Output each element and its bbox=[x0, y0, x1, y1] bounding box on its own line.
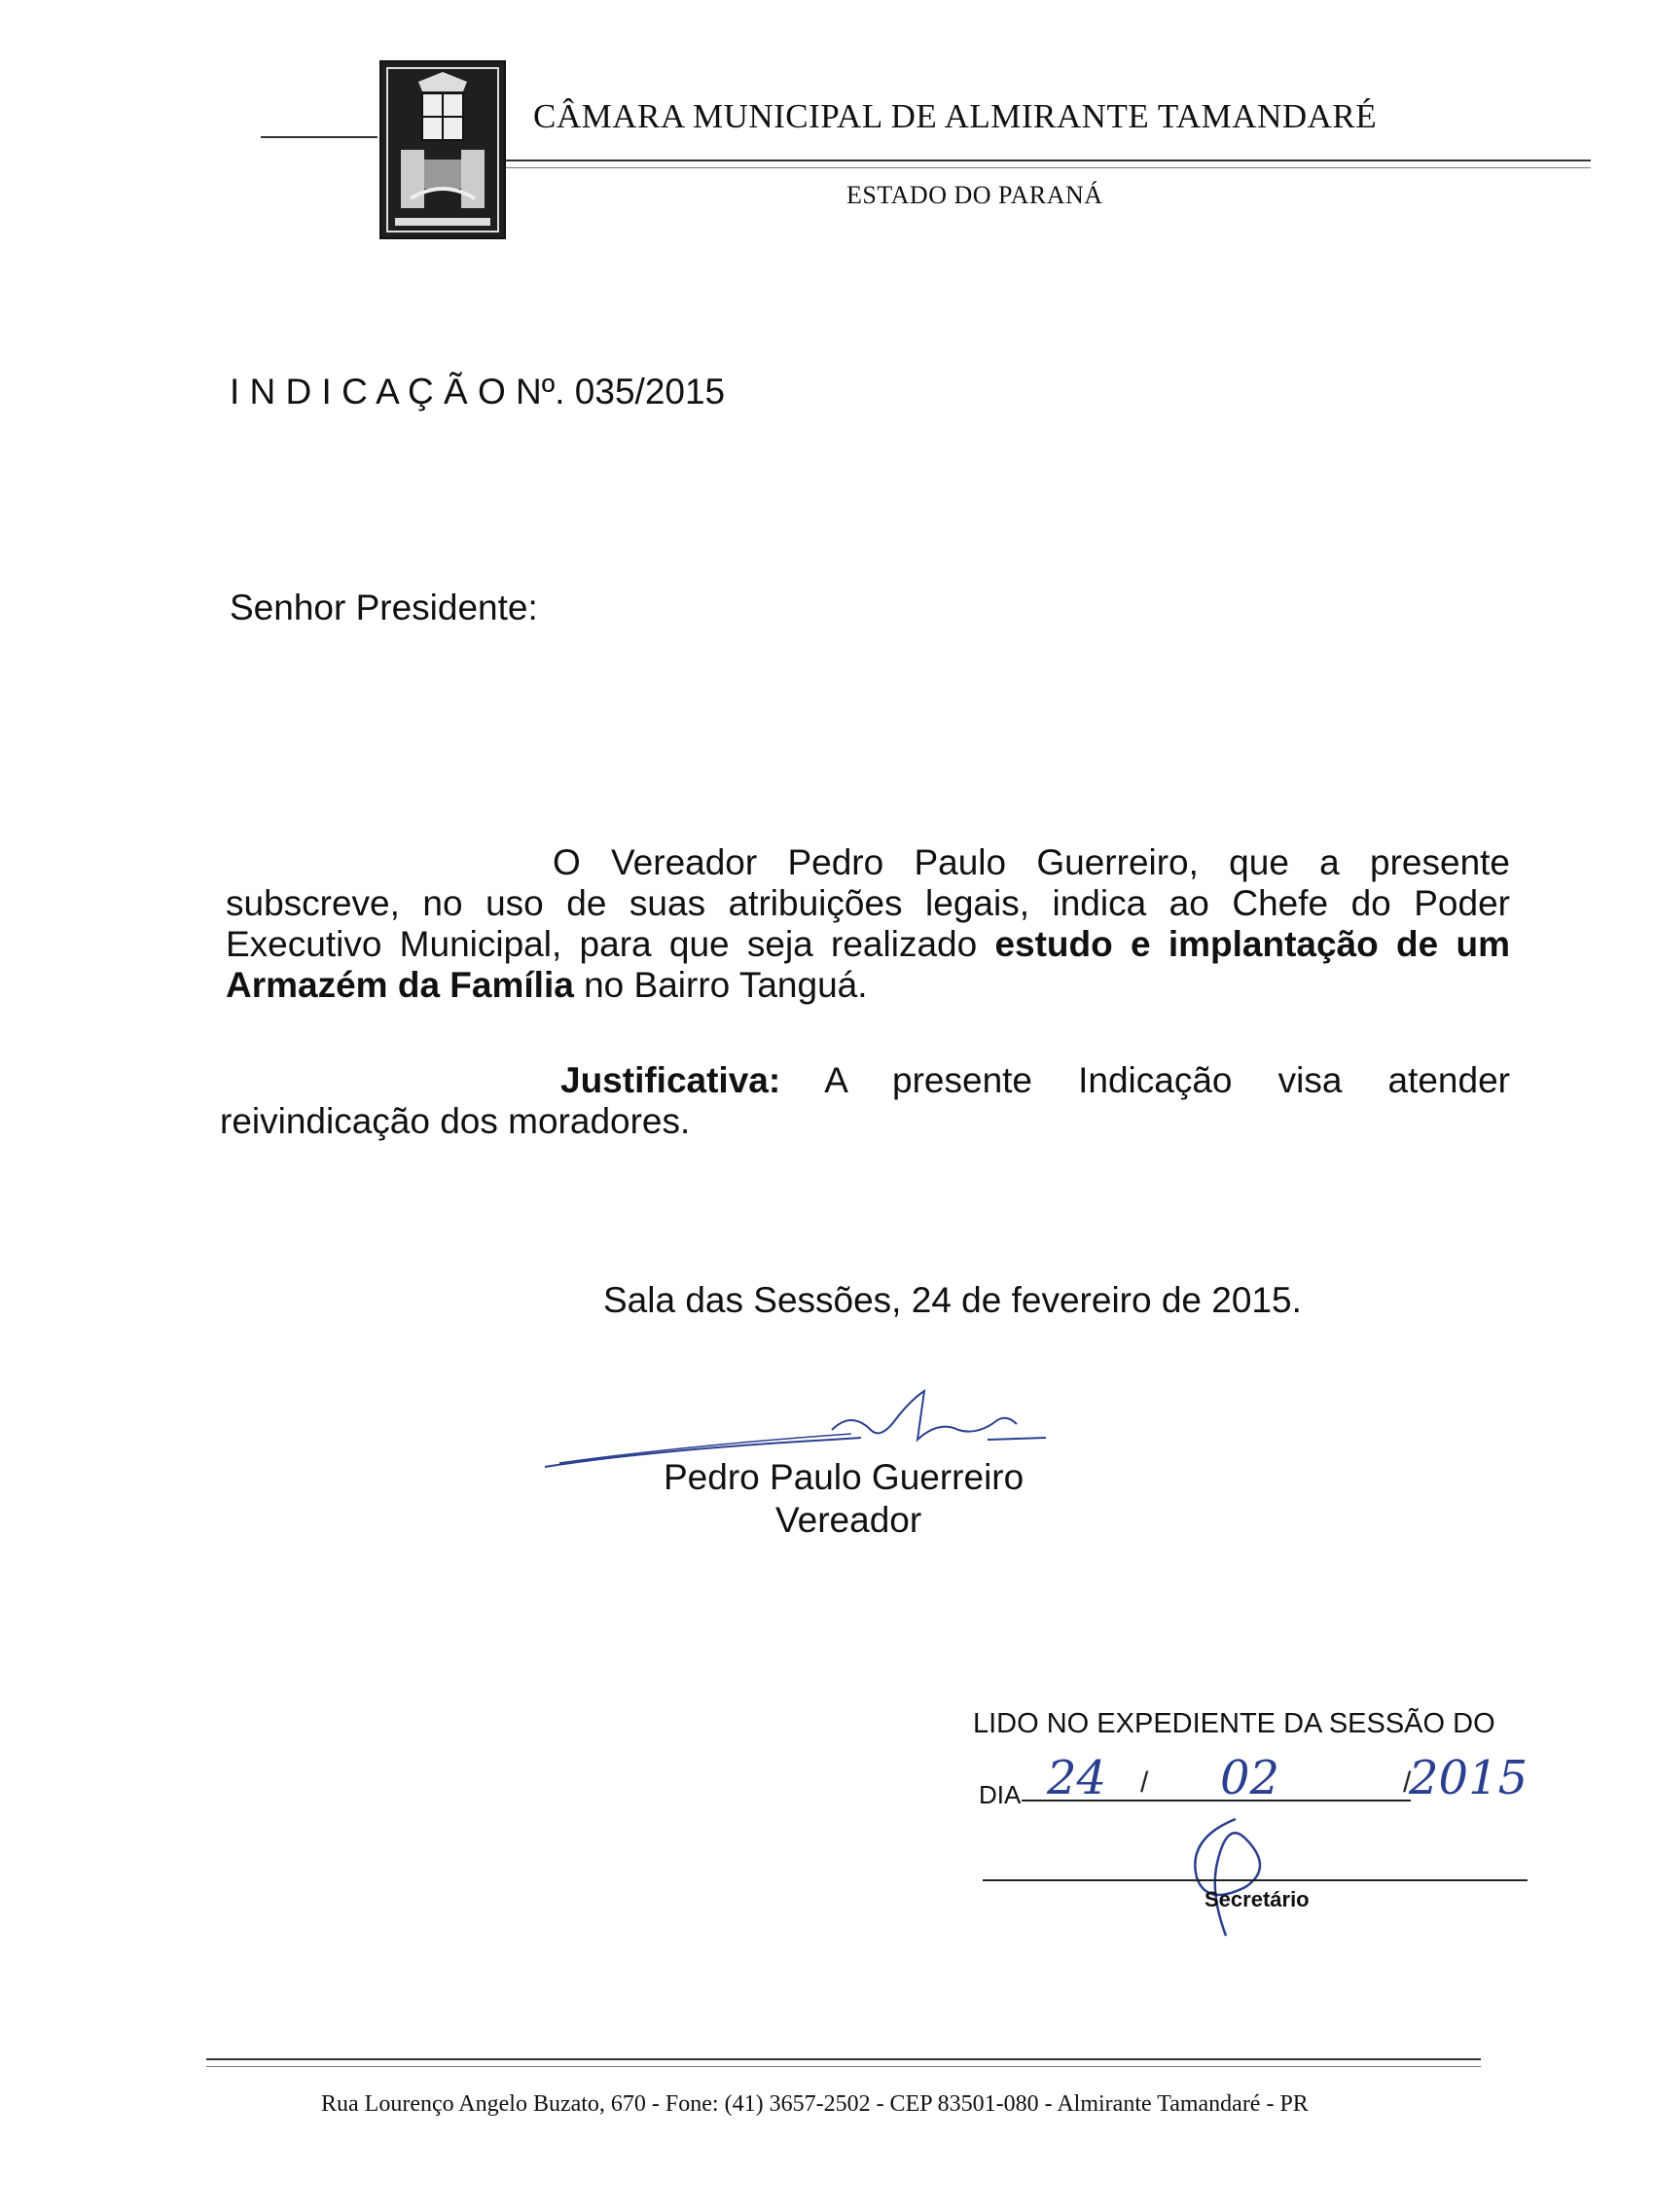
stamp-month: 02 bbox=[1220, 1751, 1280, 1805]
stamp-year: 2015 bbox=[1409, 1751, 1528, 1805]
justification-paragraph bbox=[220, 1060, 1510, 1142]
document-title: I N D I C A Ç Ã O Nº. 035/2015 bbox=[230, 372, 726, 411]
justification-text: A presente Indicação visa atender reivindicação dos moradores. bbox=[220, 1060, 1510, 1141]
municipal-seal bbox=[379, 60, 506, 239]
indication-paragraph bbox=[226, 842, 1510, 1006]
paragraph-text-emphasis: estudo e implantação de um Armazém da Família bbox=[226, 924, 1510, 1005]
signer-role: Vereador bbox=[775, 1500, 922, 1540]
place-and-date: Sala das Sessões, 24 de fevereiro de 2015. bbox=[603, 1280, 1302, 1320]
header-rule-right-thin bbox=[506, 167, 1591, 168]
stamp-secretary-line bbox=[983, 1879, 1528, 1881]
state-name: ESTADO DO PARANÁ bbox=[846, 181, 1103, 209]
header-rule-right bbox=[506, 160, 1591, 161]
secretary-signature-icon bbox=[1168, 1809, 1284, 1945]
chamber-name: CÂMARA MUNICIPAL DE ALMIRANTE TAMANDARÉ bbox=[533, 97, 1378, 135]
footer-address: Rua Lourenço Angelo Buzato, 670 - Fone: (41) 3657-2502 - CEP 83501-080 - Almirante Tamandaré - PR bbox=[321, 2091, 1309, 2117]
paragraph-text-end: no Bairro Tanguá. bbox=[573, 965, 868, 1005]
coat-of-arms-icon bbox=[381, 62, 504, 237]
salutation: Senhor Presidente: bbox=[230, 588, 538, 627]
footer-rule-thin bbox=[206, 2066, 1481, 2067]
paragraph-text-start: O Vereador Pedro Paulo Guerreiro, que a presente subscreve, no uso de suas atribuições legais, indica ao Chefe do Poder Executivo Municipal, para que seja realizado bbox=[226, 842, 1510, 964]
stamp-heading: LIDO NO EXPEDIENTE DA SESSÃO DO bbox=[973, 1708, 1495, 1739]
stamp-day: 24 bbox=[1047, 1751, 1107, 1805]
stamp-date-separator: / bbox=[1403, 1766, 1412, 1799]
stamp-date-separator: / bbox=[1140, 1766, 1149, 1799]
footer-rule bbox=[206, 2058, 1481, 2060]
stamp-secretary-label: Secretário bbox=[1205, 1887, 1310, 1911]
justification-label: Justificativa: bbox=[560, 1060, 781, 1100]
signer-name: Pedro Paulo Guerreiro bbox=[664, 1457, 1025, 1497]
header-rule-left bbox=[261, 136, 378, 138]
stamp-day-label: DIA bbox=[979, 1780, 1022, 1809]
